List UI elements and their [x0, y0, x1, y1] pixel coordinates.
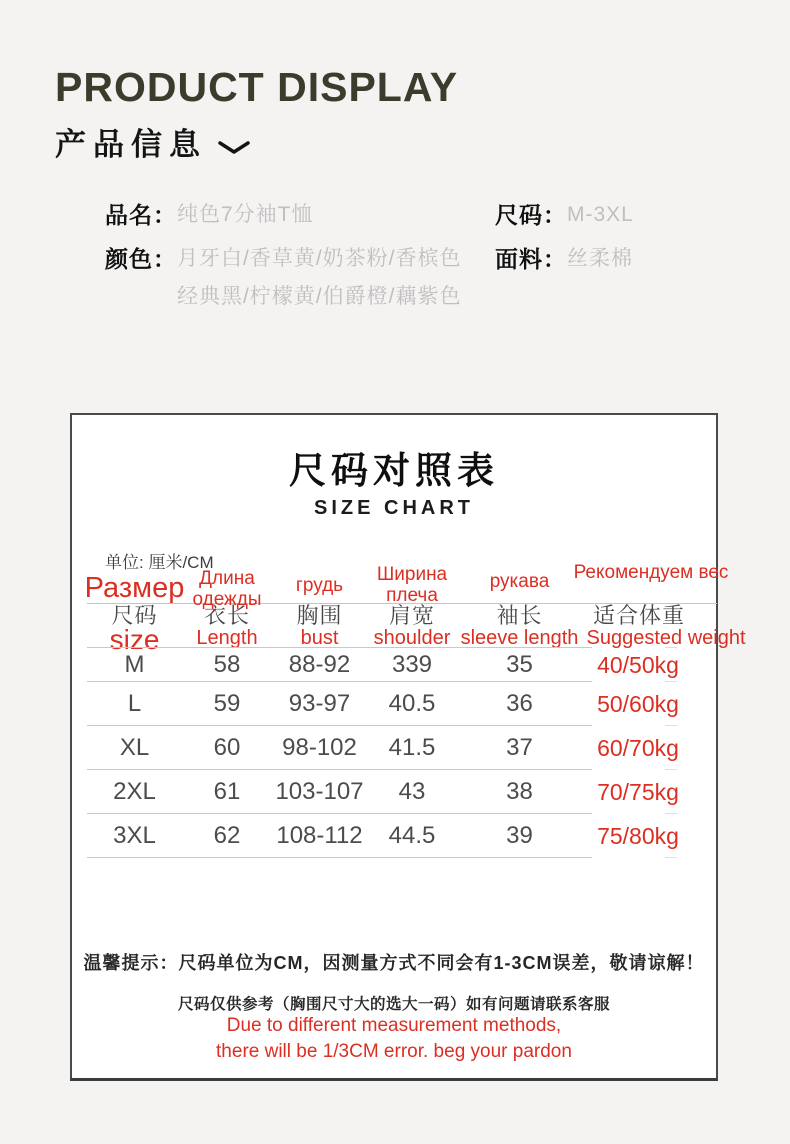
- cell-sleeve: 38: [506, 777, 533, 805]
- cell-sleeve: 35: [506, 650, 533, 678]
- row-divider: [87, 857, 592, 858]
- header-col-bust: 胸围 bust: [296, 603, 343, 649]
- cell-weight: 60/70kg: [597, 735, 679, 761]
- cell-bust: 93-97: [288, 689, 351, 717]
- cell-weight: 40/50kg: [597, 652, 679, 678]
- unit-note: 单位: 厘米/CM: [105, 553, 214, 572]
- row-divider: [87, 681, 592, 682]
- chevron-down-icon: [217, 128, 251, 164]
- header-ru-bust: грудь: [295, 575, 344, 596]
- cell-size: 3XL: [113, 821, 156, 849]
- row-divider: [87, 813, 592, 814]
- row-divider: [87, 769, 592, 770]
- size-chart-box: [70, 413, 746, 1081]
- header-ru-length: Длина одежды: [192, 568, 262, 610]
- header-ru-shoulder: Ширина плеча: [376, 564, 448, 606]
- product-fabric-label: 面料：: [495, 246, 567, 272]
- size-table: [87, 647, 720, 858]
- cell-length: 60: [213, 733, 241, 761]
- header-row-russian: [84, 525, 729, 610]
- product-name-row: [105, 196, 485, 234]
- cell-length: 59: [213, 689, 241, 717]
- header-ru-weight: Рекомендуем вес: [573, 562, 729, 583]
- table-row-m: [87, 648, 720, 681]
- notice-en-2: there will be 1/3CM error. beg your pardon: [216, 1041, 572, 1062]
- title-english: PRODUCT DISPLAY: [55, 64, 459, 110]
- row-divider: [87, 725, 592, 726]
- cell-bust: 88-92: [288, 650, 351, 678]
- notice-en-1: Due to different measurement methods,: [226, 1015, 562, 1036]
- cell-shoulder: 43: [398, 777, 426, 805]
- table-row-l: [87, 682, 720, 725]
- cell-size: L: [127, 689, 142, 717]
- cell-weight: 75/80kg: [597, 823, 679, 849]
- cell-length: 58: [213, 650, 241, 678]
- cell-size: M: [124, 650, 145, 678]
- cell-length: 62: [213, 821, 241, 849]
- header-col-shoulder: 肩宽 shoulder: [373, 603, 451, 649]
- table-row-xl: [87, 726, 720, 769]
- product-size-row: [495, 196, 775, 234]
- product-color-label: 颜色：: [105, 246, 177, 272]
- product-size-value: M-3XL: [567, 203, 634, 226]
- notice-cn-2: 尺码仅供参考（胸围尺寸大的选大一码）如有问题请联系客服: [177, 996, 610, 1013]
- notice-cn-1: 温馨提示：尺码单位为CM，因测量方式不同会有1-3CM误差，敬请谅解！: [83, 953, 705, 973]
- header-row-cn-en: [87, 603, 746, 655]
- page-header: [55, 64, 458, 164]
- cell-shoulder: 40.5: [388, 689, 436, 717]
- cell-shoulder: 41.5: [388, 733, 436, 761]
- table-row-3xl: [87, 814, 720, 857]
- color-list-line2: 经典黑/柠檬黄/伯爵橙/藕紫色: [177, 285, 462, 308]
- product-size-label: 尺码：: [495, 202, 567, 228]
- header-ru-size: Размер: [84, 572, 185, 604]
- header-col-length: 衣长 Length: [196, 603, 258, 649]
- cell-bust: 98-102: [282, 733, 357, 761]
- header-col-size: 尺码 size: [109, 603, 160, 655]
- product-info-right: [495, 196, 775, 284]
- product-color-row: [105, 240, 485, 316]
- row-divider: [87, 647, 592, 648]
- header-col-sleeve: 袖长 sleeve length: [460, 603, 579, 649]
- cell-sleeve: 37: [506, 733, 533, 761]
- product-name-label: 品名：: [105, 202, 177, 228]
- title-chinese-text: 产品信息: [55, 127, 207, 162]
- header-col-weight: 适合体重 Suggested weight: [586, 603, 746, 649]
- product-info-left: [105, 196, 485, 322]
- header-ru-sleeve: рукава: [489, 571, 550, 592]
- cell-sleeve: 39: [506, 821, 533, 849]
- size-chart-title: 尺码对照表: [289, 450, 499, 491]
- cell-bust: 103-107: [275, 777, 364, 805]
- product-fabric-row: [495, 240, 775, 278]
- cell-sleeve: 36: [506, 689, 533, 717]
- product-color-value: [177, 240, 462, 316]
- cell-bust: 108-112: [276, 821, 363, 849]
- cell-weight: 50/60kg: [597, 691, 679, 717]
- cell-size: XL: [119, 733, 150, 761]
- cell-shoulder: 44.5: [388, 821, 436, 849]
- product-fabric-value: 丝柔棉: [567, 247, 633, 270]
- color-list-line1: 月牙白/香草黄/奶茶粉/香槟色: [177, 247, 462, 270]
- title-chinese: [55, 119, 458, 164]
- size-chart-subtitle: SIZE CHART: [314, 497, 474, 519]
- cell-size: 2XL: [113, 777, 156, 805]
- cell-weight: 70/75kg: [597, 779, 679, 805]
- cell-length: 61: [213, 777, 241, 805]
- table-row-2xl: [87, 770, 720, 813]
- product-name-value: 纯色7分袖T恤: [177, 203, 314, 226]
- cell-shoulder: 339: [391, 650, 433, 678]
